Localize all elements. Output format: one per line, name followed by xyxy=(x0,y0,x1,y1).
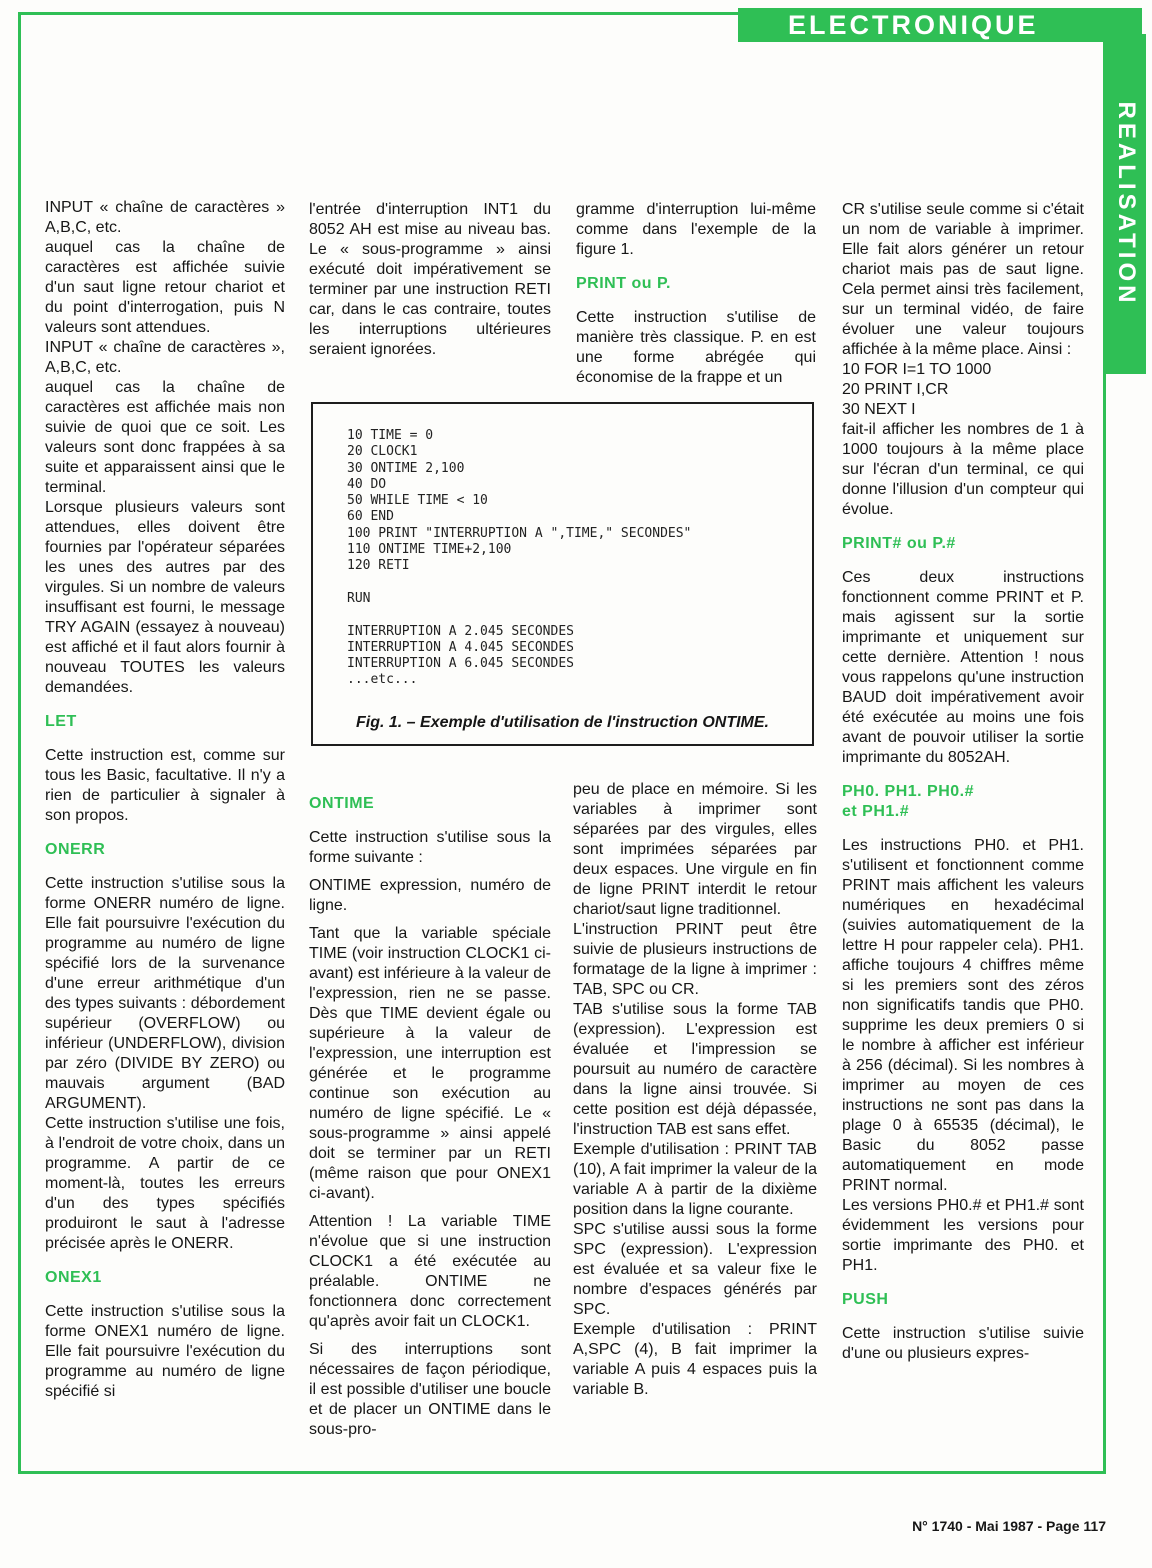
side-tab-label: REALISATION xyxy=(1113,101,1140,307)
column-2-bottom xyxy=(309,780,551,1448)
column-4 xyxy=(842,200,1084,1372)
code-line: INTERRUPTION A 6.045 SECONDES xyxy=(347,656,574,672)
heading-ontime: ONTIME xyxy=(309,795,375,812)
paragraph: Cette instruction est, comme sur tous les Basic, facultative. Il n'y a rien de particulier à signaler à son propos. xyxy=(45,747,285,824)
paragraph: Cette instruction s'utilise sous la forme ONEX1 numéro de ligne. Elle fait poursuivre l'exécution du programme au numéro de ligne spécifié si xyxy=(45,1303,285,1400)
paragraph: auquel cas la chaîne de caractères est affichée mais non suivie de quoi que ce soit. Les valeurs sont donc frappées à sa suite et apparaissent ainsi que le terminal. xyxy=(45,379,285,496)
paragraph: peu de place en mémoire. Si les variables à imprimer sont séparées par des virgules, elles sont imprimées séparées par deux espaces. Une virgule en fin de ligne PRINT interdit le retour chariot/saut ligne traditionnel. xyxy=(573,781,817,918)
paragraph: L'instruction PRINT peut être suivie de plusieurs instructions de formatage de la ligne à imprimer : TAB, SPC ou CR. xyxy=(573,921,817,998)
paragraph: Cette instruction s'utilise suivie d'une ou plusieurs expres- xyxy=(842,1325,1084,1362)
paragraph: Exemple d'utilisation : PRINT A,SPC (4), B fait imprimer la variable A puis 4 espaces puis la variable B. xyxy=(573,1321,817,1398)
code-line: 50 WHILE TIME < 10 xyxy=(347,493,488,509)
paragraph: ONTIME expression, numéro de ligne. xyxy=(309,877,551,914)
code-line: 60 END xyxy=(347,509,394,525)
code-line: 30 NEXT I xyxy=(842,401,916,418)
paragraph: Cette instruction s'utilise de manière très classique. P. en est une forme abrégée qui économise de la frappe et un xyxy=(576,309,816,386)
code-line: 110 ONTIME TIME+2,100 xyxy=(347,542,512,558)
heading-let: LET xyxy=(45,713,77,730)
code-line: 30 ONTIME 2,100 xyxy=(347,460,465,476)
heading-ph xyxy=(842,782,1084,822)
code-line: 20 CLOCK1 xyxy=(347,444,418,460)
page-footer: N° 1740 - Mai 1987 - Page 117 xyxy=(912,1518,1106,1534)
paragraph: Exemple d'utilisation : PRINT TAB (10), A fait imprimer la valeur de la variable A à partir de la dixième position dans la ligne courante. xyxy=(573,1141,817,1218)
column-3-bottom xyxy=(573,780,817,1400)
paragraph: SPC s'utilise aussi sous la forme SPC (expression). L'expression est évaluée et sa valeur fixe le nombre d'espaces générés par SPC. xyxy=(573,1221,817,1318)
code-listing xyxy=(347,428,691,689)
heading-print: PRINT ou P. xyxy=(576,275,671,292)
code-line: 120 RETI xyxy=(347,558,410,574)
column-2-top xyxy=(309,200,551,368)
paragraph: TAB s'utilise sous la forme TAB (expression). L'expression est évaluée et l'impression se poursuit au numéro de caractère dans la ligne ainsi trouvée. Si cette position est déjà dépassée, l'instruction TAB est sans effet. xyxy=(573,1001,817,1138)
paragraph: Les instructions PH0. et PH1. s'utilisent et fonctionnent comme PRINT mais affichent les valeurs numériques en hexadécimal (suivies automatiquement de la lettre H pour rappeler cela). PH1. affiche toujours 4 chiffres même si les premiers sont des zéros non significatifs tandis que PH0. supprime les deux premiers 0 si le nombre à afficher est inférieur à 256 (décimal). Si les nombres à imprimer au moyen de ces instructions ne sont pas dans la plage 0 à 65535 (décimal), le Basic du 8052 passe automatiquement en mode PRINT normal. xyxy=(842,837,1084,1194)
paragraph: INPUT « chaîne de caractères » A,B,C, etc. xyxy=(45,199,285,236)
code-line: 20 PRINT I,CR xyxy=(842,381,949,398)
column-3-top xyxy=(576,200,816,396)
heading-onerr: ONERR xyxy=(45,841,106,858)
code-line: ...etc... xyxy=(347,672,418,688)
code-line xyxy=(347,575,691,591)
code-line: INTERRUPTION A 2.045 SECONDES xyxy=(347,623,574,639)
paragraph: Cette instruction s'utilise sous la forme ONERR numéro de ligne. Elle fait poursuivre l'exécution du programme au numéro de ligne spécifié lors de la survenance d'une erreur arithmétique d'un des types suivants : débordement supérieur (OVERFLOW) ou inférieur (UNDERFLOW), division par zéro (DIVIDE BY ZERO) ou mauvais argument (BAD ARGUMENT). xyxy=(45,875,285,1112)
heading-print-hash: PRINT# ou P.# xyxy=(842,535,956,552)
paragraph: Attention ! La variable TIME n'évolue que si une instruction CLOCK1 a été exécutée au préalable. ONTIME ne fonctionnera donc correctement qu'après avoir fait un CLOCK1. xyxy=(309,1213,551,1330)
heading-ph-line2: et PH1.# xyxy=(842,803,910,820)
figure-1 xyxy=(311,402,814,746)
side-tab xyxy=(1106,34,1146,374)
paragraph: gramme d'interruption lui-même comme dans l'exemple de la figure 1. xyxy=(576,201,816,258)
code-line: INTERRUPTION A 4.045 SECONDES xyxy=(347,639,574,655)
paragraph: Ces deux instructions fonctionnent comme PRINT et P. mais agissent sur la sortie imprimante et uniquement sur cette dernière. Attention ! nous vous rappelons qu'une instruction BAUD doit impérativement avoir été exécutée au moins une fois avant de pouvoir utiliser la sortie imprimante du 8052AH. xyxy=(842,569,1084,766)
section-title: ELECTRONIQUE xyxy=(788,10,1039,40)
heading-push: PUSH xyxy=(842,1291,889,1308)
paragraph: INPUT « chaîne de caractères », A,B,C, etc. xyxy=(45,339,285,376)
code-line: RUN xyxy=(347,590,371,606)
paragraph: auquel cas la chaîne de caractères est affichée suivie d'un saut ligne retour chariot et du point d'interrogation, puis N valeurs sont attendues. xyxy=(45,239,285,336)
column-1 xyxy=(45,198,285,1410)
code-line: 40 DO xyxy=(347,476,387,492)
code-line: 100 PRINT "INTERRUPTION A ",TIME," SECONDES" xyxy=(347,525,692,541)
heading-ph-line1: PH0. PH1. PH0.# xyxy=(842,783,974,800)
heading-onex1: ONEX1 xyxy=(45,1269,102,1286)
paragraph: Tant que la variable spéciale TIME (voir instruction CLOCK1 ci-avant) est inférieure à la valeur de l'expression, rien ne se passe. Dès que TIME devient égale ou supérieure à la valeur de l'expression, une interruption est générée et le programme continue son exécution au numéro de ligne spécifié. Le « sous-programme » ainsi appelé doit se terminer par un RETI (même raison que pour ONEX1 ci-avant). xyxy=(309,925,551,1202)
paragraph: fait-il afficher les nombres de 1 à 1000 toujours à la même place sur l'écran d'un terminal, ce qui donne l'illusion d'un compteur qui évolue. xyxy=(842,421,1084,518)
code-line: 10 FOR I=1 TO 1000 xyxy=(842,361,992,378)
paragraph: Les versions PH0.# et PH1.# sont évidemment les versions pour sortie imprimante des PH0. et PH1. xyxy=(842,1197,1084,1274)
code-line: 10 TIME = 0 xyxy=(347,428,434,443)
paragraph: Cette instruction s'utilise sous la forme suivante : xyxy=(309,829,551,866)
paragraph: Si des interruptions sont nécessaires de façon périodique, il est possible d'utiliser une boucle et de placer un ONTIME dans le sous-pro- xyxy=(309,1341,551,1438)
paragraph: CR s'utilise seule comme si c'était un nom de variable à imprimer. Elle fait alors générer un retour chariot mais pas de saut ligne. Cela permet ainsi très facilement, sur un terminal vidéo, de faire évoluer une valeur toujours affichée à la même place. Ainsi : xyxy=(842,201,1084,358)
section-header xyxy=(738,8,1142,42)
figure-caption: Fig. 1. – Exemple d'utilisation de l'instruction ONTIME. xyxy=(356,714,769,731)
paragraph: Cette instruction s'utilise une fois, à l'endroit de votre choix, dans un programme. A partir de ce moment-là, toutes les erreurs d'un des types spécifiés produiront le saut à l'adresse précisée après le ONERR. xyxy=(45,1115,285,1252)
paragraph: l'entrée d'interruption INT1 du 8052 AH est mise au niveau bas. Le « sous-programme » ainsi exécuté doit impérativement se terminer par une instruction RETI car, dans le cas contraire, toutes les interruptions ultérieures seraient ignorées. xyxy=(309,201,551,358)
code-line xyxy=(347,607,691,623)
paragraph: Lorsque plusieurs valeurs sont attendues, elles doivent être fournies par l'opérateur séparées les unes des autres par des virgules. Si un nombre de valeurs insuffisant est fourni, le message TRY AGAIN (essayez à nouveau) est affiché et il faut alors fournir à nouveau TOUTES les valeurs demandées. xyxy=(45,499,285,696)
